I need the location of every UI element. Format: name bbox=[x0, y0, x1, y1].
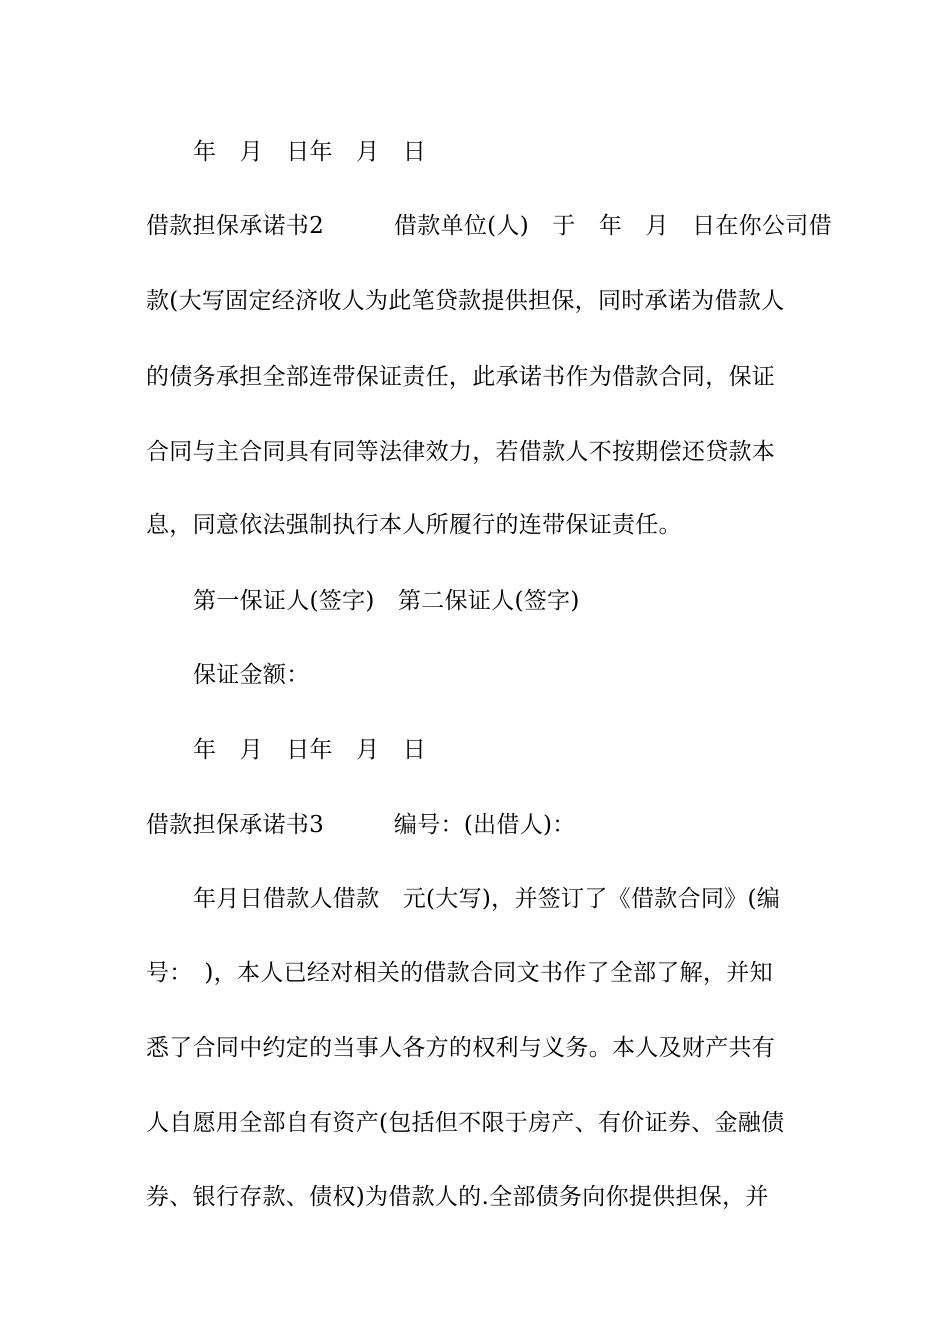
paragraph-line: 的债务承担全部连带保证责任，此承诺书作为借款合同，保证 bbox=[146, 364, 776, 390]
paragraph-line: 券、银行存款、债权)为借款人的.全部债务向你提供担保，并 bbox=[146, 1184, 769, 1210]
paragraph-line: 人自愿用全部自有资产(包括但不限于房产、有价证券、金融债 bbox=[146, 1110, 785, 1136]
date-line-2: 年 月 日年 月 日 bbox=[193, 737, 426, 763]
paragraph-line: 悉了合同中约定的当事人各方的权利与义务。本人及财产共有 bbox=[146, 1035, 776, 1061]
guarantor-signature-line: 第一保证人(签字) 第二保证人(签字) bbox=[193, 588, 580, 614]
paragraph-line: 合同与主合同具有同等法律效力，若借款人不按期偿还贷款本 bbox=[146, 439, 776, 465]
date-line-1: 年 月 日年 月 日 bbox=[193, 139, 426, 165]
paragraph-line: 息，同意依法强制执行本人所履行的连带保证责任。 bbox=[146, 512, 682, 538]
paragraph-line: 款(大写固定经济收人为此笔贷款提供担保，同时承诺为借款人 bbox=[146, 288, 785, 314]
paragraph-line: 号： )，本人已经对相关的借款合同文书作了全部了解，并知 bbox=[146, 960, 773, 986]
guarantee-amount-line: 保证金额： bbox=[193, 662, 310, 688]
section-3-heading-line: 借款担保承诺书3 编号：(出借人)： bbox=[146, 812, 576, 838]
paragraph-line: 年月日借款人借款 元(大写)，并签订了《借款合同》(编 bbox=[193, 886, 781, 912]
section-2-heading-line: 借款担保承诺书2 借款单位(人) 于 年 月 日在你公司借 bbox=[146, 213, 832, 239]
